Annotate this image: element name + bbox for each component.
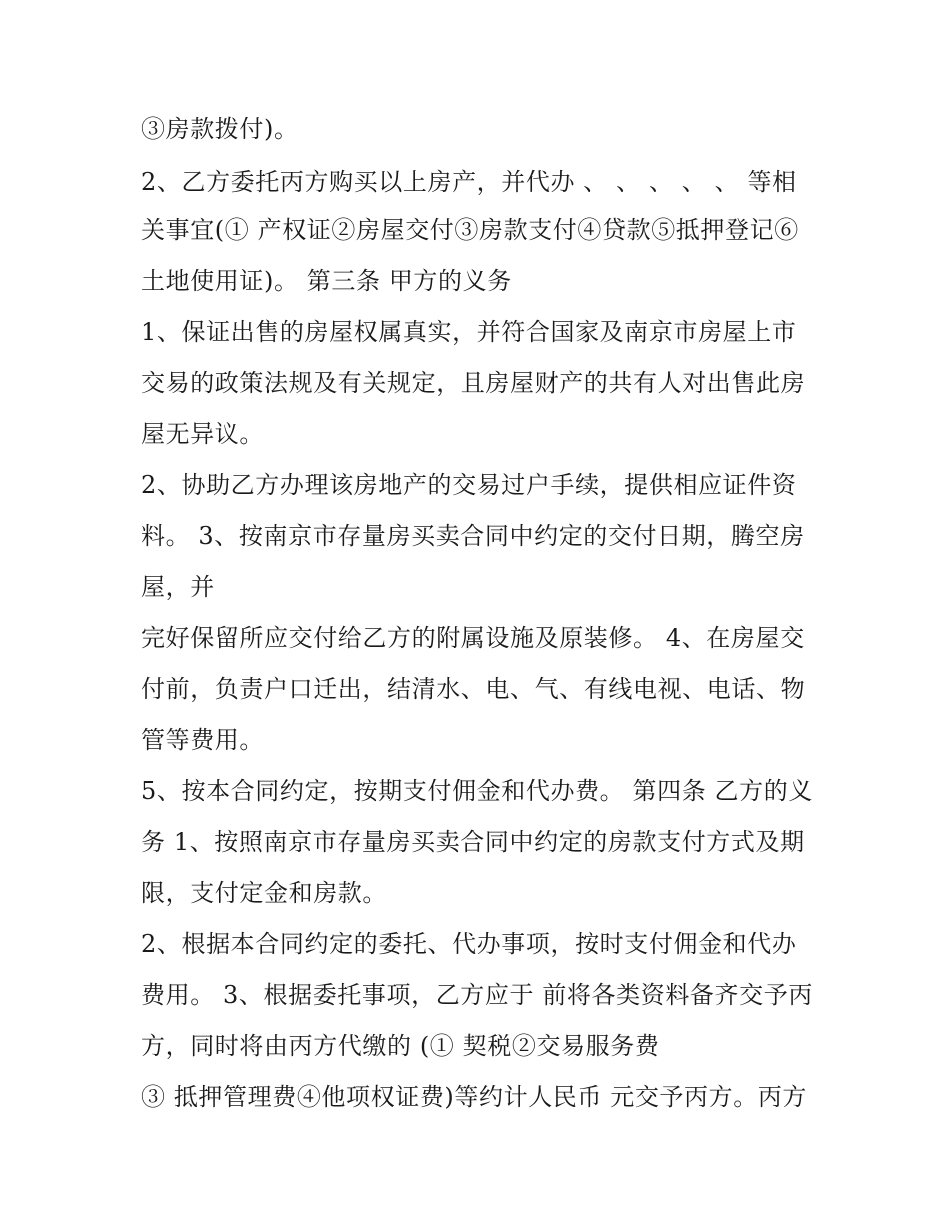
text-line: 土地使用证)。 第三条 甲方的义务 xyxy=(141,267,512,295)
text-line: 2、根据本合同约定的委托、代办事项，按时支付佣金和代办 xyxy=(141,930,797,958)
text-line: 关事宜(① 产权证②房屋交付③房款支付④贷款⑤抵押登记⑥ xyxy=(141,216,799,244)
text-line: 1、保证出售的房屋权属真实，并符合国家及南京市房屋上市 xyxy=(141,318,797,346)
text-line: 方，同时将由丙方代缴的 (① 契税②交易服务费 xyxy=(141,1032,660,1060)
text-line: 屋，并 xyxy=(141,573,215,601)
text-line: 屋无异议。 xyxy=(141,420,264,448)
text-line: 2、协助乙方办理该房地产的交易过户手续，提供相应证件资 xyxy=(141,471,797,499)
text-line: 限，支付定金和房款。 xyxy=(141,879,387,907)
text-line: 料。 3、按南京市存量房买卖合同中约定的交付日期，腾空房 xyxy=(141,522,805,550)
text-line: 交易的政策法规及有关规定，且房屋财产的共有人对出售此房 xyxy=(141,369,806,397)
text-line: 务 1、按照南京市存量房买卖合同中约定的房款支付方式及期 xyxy=(141,828,805,856)
text-line: 费用。 3、根据委托事项，乙方应于 前将各类资料备齐交予丙 xyxy=(141,981,813,1009)
text-line: 5、按本合同约定，按期支付佣金和代办费。 第四条 乙方的义 xyxy=(141,777,813,805)
text-line: ③房款拨付)。 xyxy=(141,115,299,143)
text-line: 2、乙方委托丙方购买以上房产，并代办 、 、 、 、 、 等相 xyxy=(141,168,797,196)
text-line: 付前，负责户口迁出，结清水、电、气、有线电视、电话、物 xyxy=(141,675,806,703)
text-line: 管等费用。 xyxy=(141,726,264,754)
text-line: 完好保留所应交付给乙方的附属设施及原装修。 4、在房屋交 xyxy=(141,624,805,652)
text-line: ③ 抵押管理费④他项权证费)等约计人民币 元交予丙方。丙方 xyxy=(141,1083,808,1111)
